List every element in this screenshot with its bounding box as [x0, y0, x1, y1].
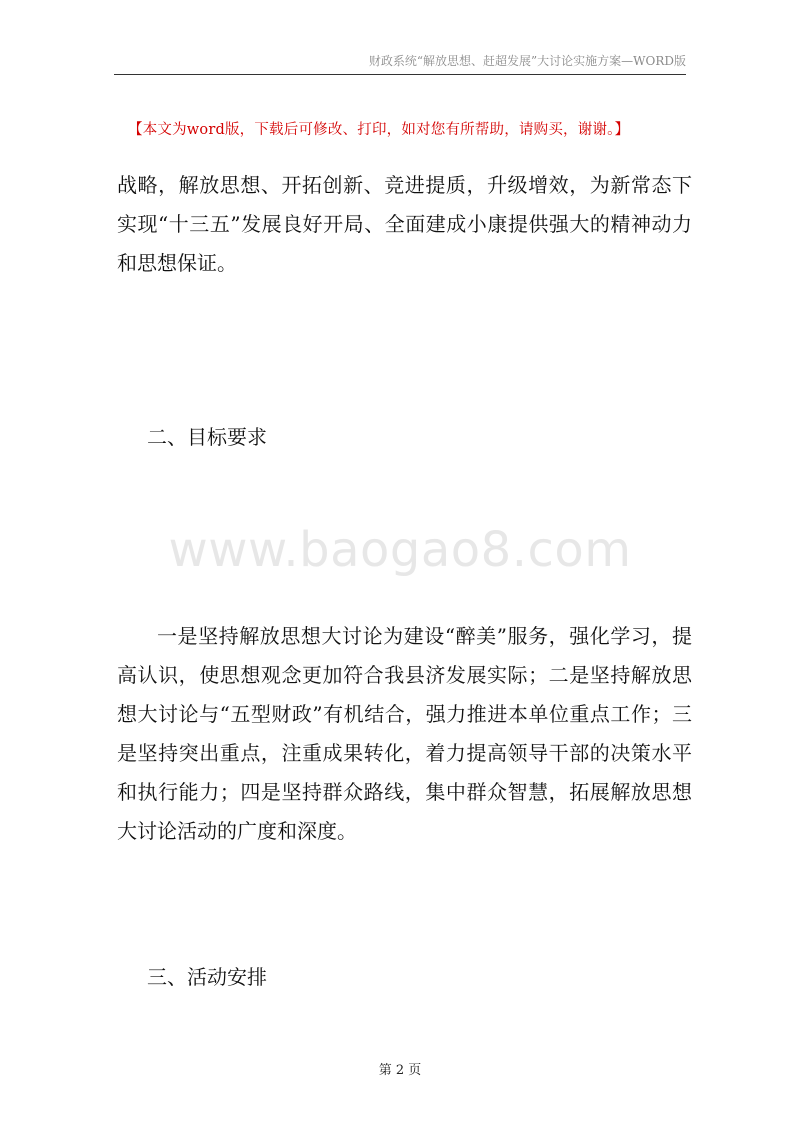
watermark: www.baogao8.com: [168, 522, 632, 578]
paragraph-strategy: 战略，解放思想、开拓创新、竞进提质，升级增效，为新常态下实现“十三五”发展良好开局、全面建成小康提供强大的精神动力和思想保证。: [117, 173, 692, 275]
section-heading-goals: 二、目标要求: [147, 425, 267, 449]
section-heading-activities: 三、活动安排: [147, 965, 267, 989]
header-divider: [114, 74, 686, 75]
paragraph-goals: 一是坚持解放思想大讨论为建设“醉美”服务，强化学习，提高认识，使思想观念更加符合我县济发展实际；二是坚持解放思想大讨论与“五型财政”有机结合，强力推进本单位重点工作；三是坚持突出重点，注重成果转化，着力提高领导干部的决策水平和执行能力；四是坚持群众路线，集中群众智慧，拓展解放思想大讨论活动的广度和深度。: [117, 624, 692, 843]
purchase-notice: 【本文为word版，下载后可修改、打印，如对您有所帮助，请购买，谢谢。】: [128, 122, 630, 138]
page-number: 第 2 页: [378, 1063, 422, 1078]
header-title: 财政系统“解放思想、赶超发展”大讨论实施方案—WORD版: [368, 54, 686, 68]
